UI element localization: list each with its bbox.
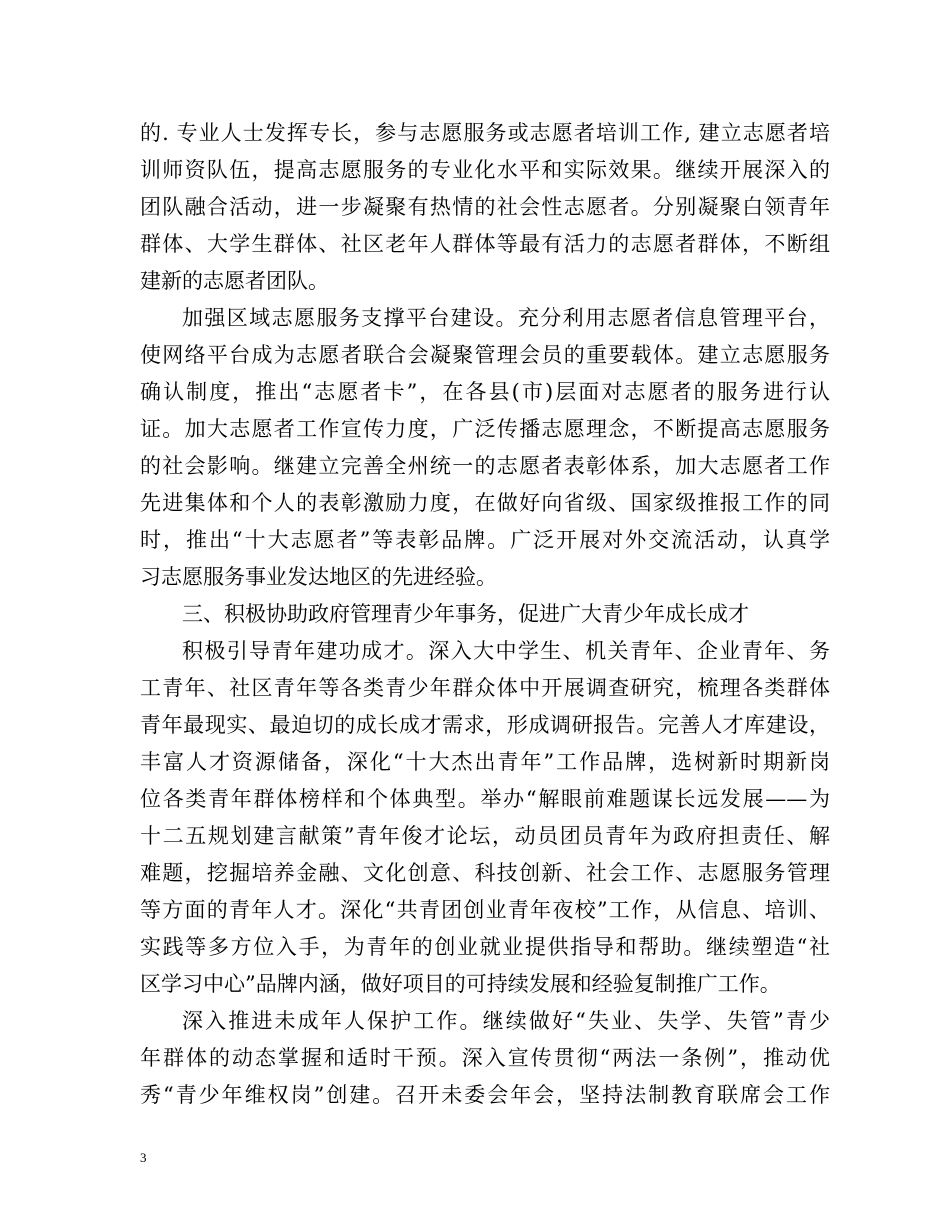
text-line: 十二五规划建言献策”青年俊才论坛，动员团员青年为政府担责任、解 [140,824,830,848]
text-line: 深入推进未成年人保护工作。继续做好“失业、失学、失管”青少 [182,1009,830,1033]
section-heading: 三、积极协助政府管理青少年事务，促进广大青少年成长成才 [182,602,749,626]
text-line: 群体、大学生群体、社区老年人群体等最有活力的志愿者群体，不断组 [140,232,830,256]
text-line: 位各类青年群体榜样和个体典型。举办“解眼前难题谋长远发展——为 [140,787,830,811]
text-line: 难题，挖掘培养金融、文化创意、科技创新、社会工作、志愿服务管理 [140,861,830,885]
text-line: 丰富人才资源储备，深化“十大杰出青年”工作品牌，选树新时期新岗 [140,750,830,774]
text-line: 年群体的动态掌握和适时干预。深入宣传贯彻“两法一条例”，推动优 [140,1046,830,1070]
text-line: 确认制度，推出“志愿者卡”，在各县(市)层面对志愿者的服务进行认 [140,380,830,404]
text-line: 积极引导青年建功成才。深入大中学生、机关青年、企业青年、务 [182,639,830,663]
text-line: 的. 专业人士发挥专长，参与志愿服务或志愿者培训工作, 建立志愿者培 [140,121,830,145]
text-line: 区学习中心”品牌内涵，做好项目的可持续发展和经验复制推广工作。 [140,972,781,996]
document-body [140,115,830,1114]
text-line: 秀“青少年维权岗”创建。召开未委会年会，坚持法制教育联席会工作 [140,1083,830,1107]
text-line: 使网络平台成为志愿者联合会凝聚管理会员的重要载体。建立志愿服务 [140,343,830,367]
text-line: 时，推出“十大志愿者”等表彰品牌。广泛开展对外交流活动，认真学 [140,528,830,552]
text-line: 建新的志愿者团队。 [140,269,329,293]
text-line: 先进集体和个人的表彰激励力度，在做好向省级、国家级推报工作的同 [140,491,830,515]
page-number: 3 [140,1150,147,1165]
text-line: 证。加大志愿者工作宣传力度，广泛传播志愿理念，不断提高志愿服务 [140,417,830,441]
text-line: 工青年、社区青年等各类青少年群众体中开展调查研究，梳理各类群体 [140,676,830,700]
text-line: 习志愿服务事业发达地区的先进经验。 [140,565,497,589]
text-line: 实践等多方位入手，为青年的创业就业提供指导和帮助。继续塑造“社 [140,935,830,959]
text-line: 团队融合活动，进一步凝聚有热情的社会性志愿者。分别凝聚白领青年 [140,195,830,219]
text-line: 训师资队伍，提高志愿服务的专业化水平和实际效果。继续开展深入的 [140,158,830,182]
text-line: 加强区域志愿服务支撑平台建设。充分利用志愿者信息管理平台， [182,306,830,330]
text-line: 等方面的青年人才。深化“共青团创业青年夜校”工作，从信息、培训、 [140,898,830,922]
text-line: 青年最现实、最迫切的成长成才需求，形成调研报告。完善人才库建设， [140,713,830,737]
text-line: 的社会影响。继建立完善全州统一的志愿者表彰体系，加大志愿者工作 [140,454,830,478]
